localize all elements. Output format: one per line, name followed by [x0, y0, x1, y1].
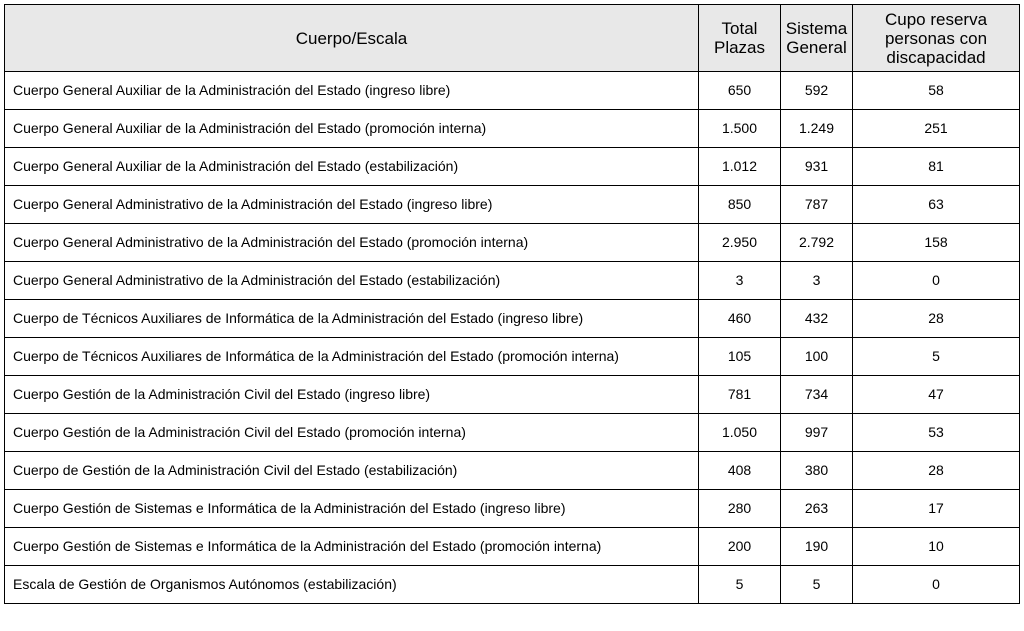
cell-cupo-reserva: 28: [853, 452, 1020, 490]
cell-cuerpo-escala: Cuerpo General Auxiliar de la Administración del Estado (promoción interna): [5, 110, 699, 148]
cell-sistema-general: 380: [781, 452, 853, 490]
cell-total-plazas: 2.950: [699, 224, 781, 262]
cell-sistema-general: 931: [781, 148, 853, 186]
cell-cuerpo-escala: Cuerpo General Auxiliar de la Administración del Estado (estabilización): [5, 148, 699, 186]
cell-sistema-general: 734: [781, 376, 853, 414]
cell-cupo-reserva: 63: [853, 186, 1020, 224]
table-row: [5, 148, 1020, 186]
table-row: [5, 300, 1020, 338]
cell-total-plazas: 408: [699, 452, 781, 490]
cell-sistema-general: 997: [781, 414, 853, 452]
cell-total-plazas: 850: [699, 186, 781, 224]
cell-sistema-general: 1.249: [781, 110, 853, 148]
cell-cuerpo-escala: Cuerpo Gestión de la Administración Civil del Estado (ingreso libre): [5, 376, 699, 414]
cell-cupo-reserva: 0: [853, 566, 1020, 604]
table-row: [5, 262, 1020, 300]
cell-cupo-reserva: 17: [853, 490, 1020, 528]
cell-total-plazas: 3: [699, 262, 781, 300]
cell-cupo-reserva: 28: [853, 300, 1020, 338]
cell-cuerpo-escala: Cuerpo General Auxiliar de la Administración del Estado (ingreso libre): [5, 72, 699, 110]
header-sistema-general: Sistema General: [781, 5, 853, 72]
cell-cuerpo-escala: Cuerpo Gestión de la Administración Civil del Estado (promoción interna): [5, 414, 699, 452]
cell-sistema-general: 3: [781, 262, 853, 300]
table-row: [5, 452, 1020, 490]
table-row: [5, 414, 1020, 452]
table-row: [5, 72, 1020, 110]
table-row: [5, 224, 1020, 262]
cell-total-plazas: 650: [699, 72, 781, 110]
cell-sistema-general: 100: [781, 338, 853, 376]
cell-cuerpo-escala: Cuerpo de Técnicos Auxiliares de Informática de la Administración del Estado (ingreso libre): [5, 300, 699, 338]
cell-cupo-reserva: 53: [853, 414, 1020, 452]
cell-total-plazas: 1.500: [699, 110, 781, 148]
cell-total-plazas: 105: [699, 338, 781, 376]
cell-total-plazas: 1.012: [699, 148, 781, 186]
cell-cuerpo-escala: Cuerpo Gestión de Sistemas e Informática de la Administración del Estado (ingreso libre): [5, 490, 699, 528]
header-cuerpo-escala: Cuerpo/Escala: [5, 5, 699, 72]
table-row: [5, 566, 1020, 604]
cell-total-plazas: 1.050: [699, 414, 781, 452]
cell-sistema-general: 263: [781, 490, 853, 528]
header-row: [5, 5, 1020, 72]
table-row: [5, 376, 1020, 414]
cell-total-plazas: 5: [699, 566, 781, 604]
cell-cupo-reserva: 81: [853, 148, 1020, 186]
cell-cupo-reserva: 5: [853, 338, 1020, 376]
cell-sistema-general: 592: [781, 72, 853, 110]
cell-sistema-general: 5: [781, 566, 853, 604]
cell-cupo-reserva: 58: [853, 72, 1020, 110]
cell-cupo-reserva: 251: [853, 110, 1020, 148]
cell-cuerpo-escala: Escala de Gestión de Organismos Autónomos (estabilización): [5, 566, 699, 604]
cell-sistema-general: 787: [781, 186, 853, 224]
table-row: [5, 528, 1020, 566]
cell-cuerpo-escala: Cuerpo General Administrativo de la Administración del Estado (promoción interna): [5, 224, 699, 262]
cell-cuerpo-escala: Cuerpo General Administrativo de la Administración del Estado (estabilización): [5, 262, 699, 300]
header-cupo-reserva: Cupo reserva personas con discapacidad: [853, 5, 1020, 72]
cell-total-plazas: 460: [699, 300, 781, 338]
cell-cuerpo-escala: Cuerpo de Gestión de la Administración Civil del Estado (estabilización): [5, 452, 699, 490]
plazas-table: [4, 4, 1020, 604]
table-row: [5, 110, 1020, 148]
cell-cupo-reserva: 0: [853, 262, 1020, 300]
cell-total-plazas: 280: [699, 490, 781, 528]
cell-cupo-reserva: 47: [853, 376, 1020, 414]
cell-sistema-general: 190: [781, 528, 853, 566]
cell-cupo-reserva: 158: [853, 224, 1020, 262]
cell-total-plazas: 200: [699, 528, 781, 566]
header-total-plazas: Total Plazas: [699, 5, 781, 72]
cell-sistema-general: 432: [781, 300, 853, 338]
cell-total-plazas: 781: [699, 376, 781, 414]
cell-cuerpo-escala: Cuerpo de Técnicos Auxiliares de Informática de la Administración del Estado (promoción interna): [5, 338, 699, 376]
table-row: [5, 490, 1020, 528]
cell-cuerpo-escala: Cuerpo Gestión de Sistemas e Informática de la Administración del Estado (promoción interna): [5, 528, 699, 566]
table-row: [5, 338, 1020, 376]
cell-sistema-general: 2.792: [781, 224, 853, 262]
cell-cuerpo-escala: Cuerpo General Administrativo de la Administración del Estado (ingreso libre): [5, 186, 699, 224]
table-row: [5, 186, 1020, 224]
cell-cupo-reserva: 10: [853, 528, 1020, 566]
